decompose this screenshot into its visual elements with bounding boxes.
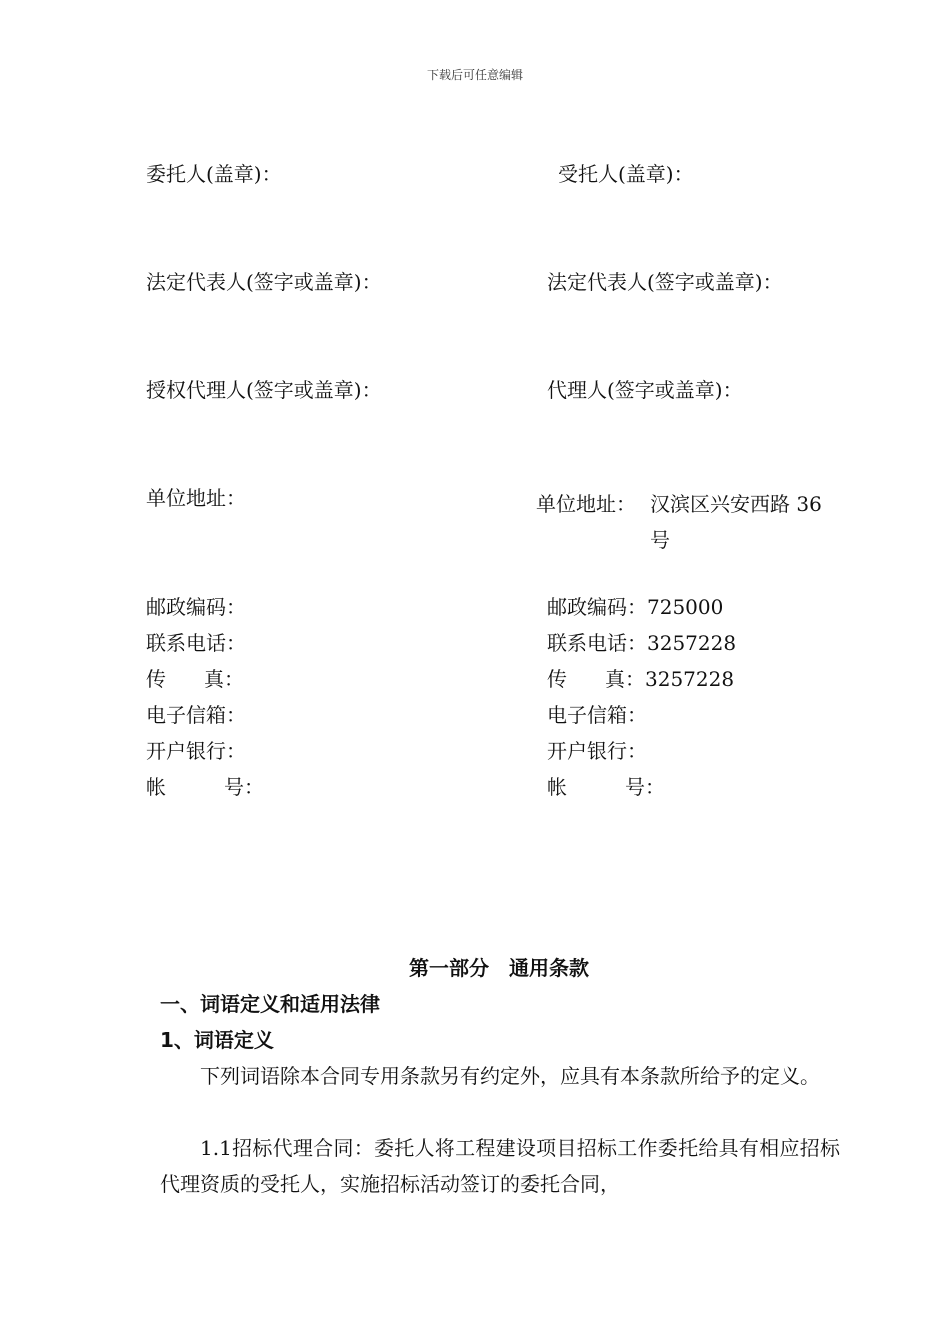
agent-address-value: 汉滨区兴安西路 36 号: [650, 492, 822, 552]
agent-phone: 联系电话：3257228: [547, 631, 737, 655]
agent-fax: [547, 667, 734, 691]
principal-account-label: [146, 775, 264, 799]
agent-account-label-b: 号：: [625, 775, 665, 799]
agent-bank-label: 开户银行：: [547, 739, 647, 763]
agent-fax-label-a: 传: [547, 667, 605, 691]
definition-intro-paragraph: 下列词语除本合同专用条款另有约定外，应具有本条款所给予的定义。: [200, 1064, 820, 1088]
principal-seal-label: 委托人(盖章)：: [146, 162, 282, 186]
principal-authorized-agent-label: 授权代理人(签字或盖章)：: [146, 378, 382, 402]
agent-legal-rep-label: 法定代表人(签字或盖章)：: [547, 270, 783, 294]
agent-account-label-a: 帐: [547, 775, 625, 799]
principal-account-label-b: 号：: [224, 775, 264, 799]
principal-fax-label-b: 真：: [204, 667, 244, 691]
agent-rep-label: 代理人(签字或盖章)：: [547, 378, 743, 402]
principal-account-label-a: 帐: [146, 775, 224, 799]
agent-fax-label-b: 真：3257228: [605, 667, 735, 691]
agent-postcode: 邮政编码：725000: [547, 595, 724, 619]
section-heading: 一、词语定义和适用法律: [160, 992, 380, 1016]
agent-seal-label: 受托人(盖章)：: [558, 162, 694, 186]
agent-address-label: 单位地址：: [536, 492, 636, 516]
agent-email-label: 电子信箱：: [547, 703, 647, 727]
agent-account-label: [547, 775, 665, 799]
principal-fax-label: [146, 667, 244, 691]
definition-1-1-paragraph: 1.1招标代理合同：委托人将工程建设项目招标工作委托给具有相应招标代理资质的受托人，实施招标活动签订的委托合同，: [160, 1136, 840, 1196]
agent-address: [536, 486, 846, 558]
principal-email-label: 电子信箱：: [146, 703, 246, 727]
part-title: 第一部分 通用条款: [409, 956, 589, 980]
header-note: 下载后可任意编辑: [426, 68, 523, 82]
subsection-heading: 1、词语定义: [160, 1028, 274, 1052]
principal-fax-label-a: 传: [146, 667, 204, 691]
principal-postcode-label: 邮政编码：: [146, 595, 246, 619]
principal-legal-rep-label: 法定代表人(签字或盖章)：: [146, 270, 382, 294]
principal-phone-label: 联系电话：: [146, 631, 246, 655]
principal-address-label: 单位地址：: [146, 486, 246, 510]
principal-bank-label: 开户银行：: [146, 739, 246, 763]
